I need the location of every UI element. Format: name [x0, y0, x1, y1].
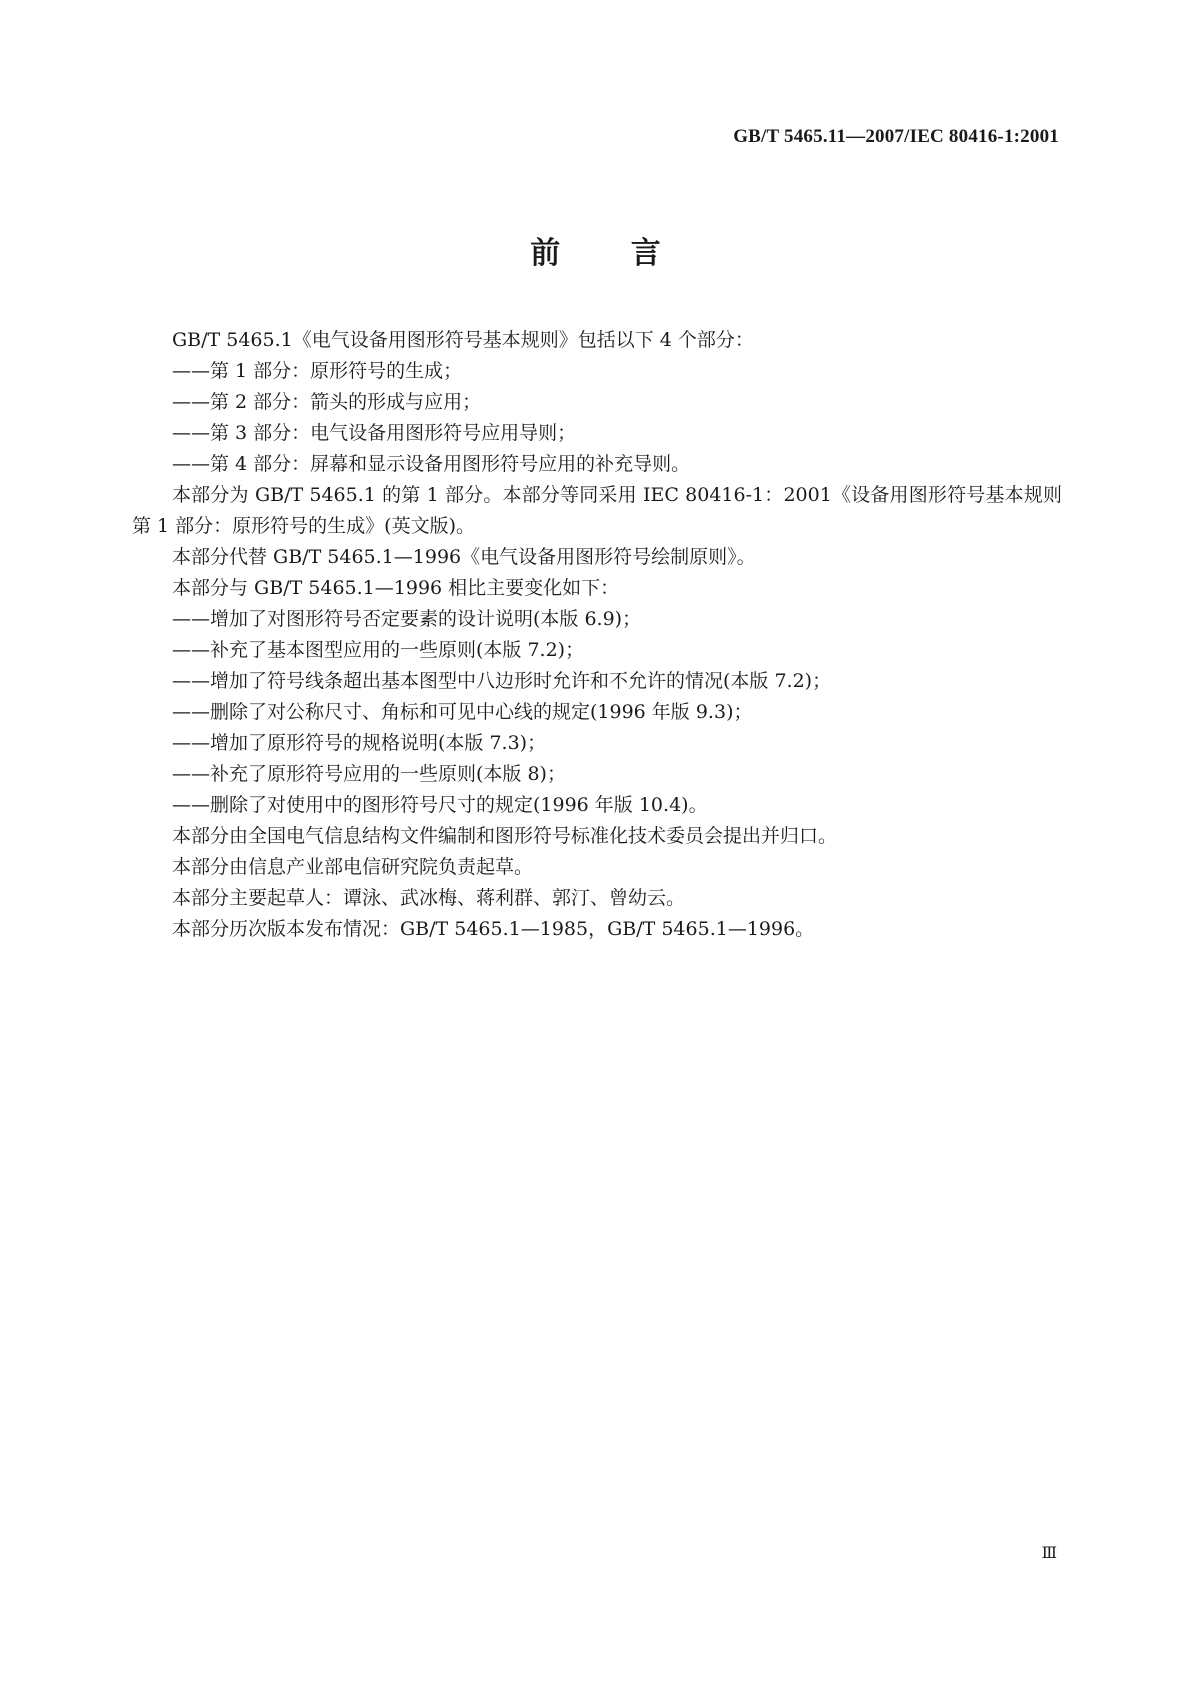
paragraph: 本部分历次版本发布情况：GB/T 5465.1—1985，GB/T 5465.1—1996。 — [172, 918, 815, 940]
page-title: 前 言 — [530, 236, 691, 271]
list-item: ——第 3 部分：电气设备用图形符号应用导则； — [172, 422, 577, 444]
paragraph: GB/T 5465.1《电气设备用图形符号基本规则》包括以下 4 个部分： — [172, 329, 754, 351]
standard-code: GB/T 5465.11—2007/IEC 80416-1:2001 — [733, 126, 1059, 147]
list-item: ——补充了原形符号应用的一些原则(本版 8)； — [172, 763, 566, 785]
paragraph: 本部分与 GB/T 5465.1—1996 相比主要变化如下： — [172, 577, 620, 599]
list-item: ——删除了对使用中的图形符号尺寸的规定(1996 年版 10.4)。 — [172, 794, 708, 816]
paragraph: 本部分为 GB/T 5465.1 的第 1 部分。本部分等同采用 IEC 80416-1：2001《设备用图形符号基本规则 第 1 部分：原形符号的生成》(英文版)。 — [132, 484, 1062, 537]
paragraph: 本部分由全国电气信息结构文件编制和图形符号标准化技术委员会提出并归口。 — [172, 825, 838, 847]
list-item: ——增加了符号线条超出基本图型中八边形时允许和不允许的情况(本版 7.2)； — [172, 670, 832, 692]
list-item: ——第 1 部分：原形符号的生成； — [172, 360, 463, 382]
list-item: ——补充了基本图型应用的一些原则(本版 7.2)； — [172, 639, 585, 661]
paragraph: 本部分代替 GB/T 5465.1—1996《电气设备用图形符号绘制原则》。 — [172, 546, 756, 568]
list-item: ——第 4 部分：屏幕和显示设备用图形符号应用的补充导则。 — [172, 453, 691, 475]
paragraph: 本部分主要起草人：谭泳、武冰梅、蒋利群、郭汀、曾幼云。 — [172, 887, 686, 909]
body-text — [132, 325, 1062, 945]
page-number: Ⅲ — [1041, 1545, 1057, 1562]
list-item: ——删除了对公称尺寸、角标和可见中心线的规定(1996 年版 9.3)； — [172, 701, 753, 723]
list-item: ——增加了原形符号的规格说明(本版 7.3)； — [172, 732, 547, 754]
paragraph: 本部分由信息产业部电信研究院负责起草。 — [172, 856, 534, 878]
list-item: ——增加了对图形符号否定要素的设计说明(本版 6.9)； — [172, 608, 642, 630]
list-item: ——第 2 部分：箭头的形成与应用； — [172, 391, 482, 413]
